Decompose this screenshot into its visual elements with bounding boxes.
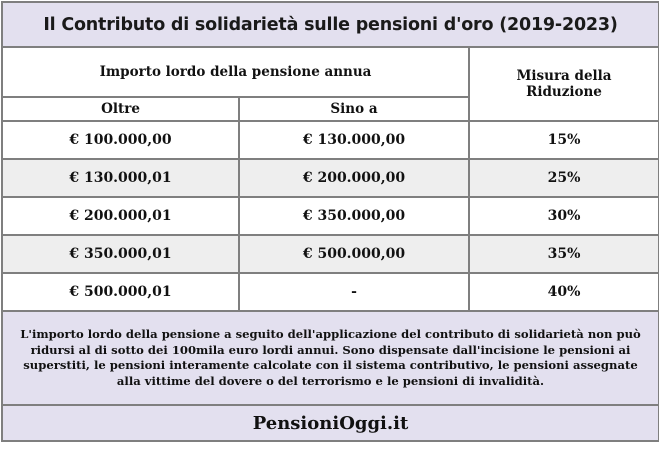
footer-row: [2, 405, 659, 441]
misura-header-line1: Misura della: [516, 68, 612, 84]
sino-cell: -: [239, 273, 469, 311]
misura-cell: 15%: [469, 121, 659, 159]
misura-cell: 40%: [469, 273, 659, 311]
oltre-cell: € 100.000,00: [2, 121, 239, 159]
table-row: [2, 121, 659, 159]
table-row: [2, 197, 659, 235]
footnote: L'importo lordo della pensione a seguito dell'applicazione del contributo di solidarietà non può ridursi al di sotto dei 100mila euro lordi annui. Sono dispensate dall'incisione le pensioni ai superstiti, le pensioni interamente calcolate con il sistema contributivo, le pensioni assegnate alla vittime del dovere o del terrorismo e le pensioni di invalidità.: [2, 311, 659, 405]
oltre-cell: € 500.000,01: [2, 273, 239, 311]
sino-header: Sino a: [239, 97, 469, 121]
table-row: [2, 159, 659, 197]
pension-table-graphic: [0, 1, 659, 454]
oltre-cell: € 350.000,01: [2, 235, 239, 273]
misura-cell: 25%: [469, 159, 659, 197]
misura-cell: 35%: [469, 235, 659, 273]
note-row: [2, 311, 659, 405]
sino-cell: € 500.000,00: [239, 235, 469, 273]
oltre-cell: € 130.000,01: [2, 159, 239, 197]
misura-header: [469, 47, 659, 121]
oltre-cell: € 200.000,01: [2, 197, 239, 235]
sino-cell: € 350.000,00: [239, 197, 469, 235]
misura-header-line2: Riduzione: [526, 84, 602, 100]
title-row: [2, 2, 659, 47]
source-footer: PensioniOggi.it: [2, 405, 659, 441]
table-row: [2, 273, 659, 311]
table-title: Il Contributo di solidarietà sulle pensioni d'oro (2019-2023): [2, 2, 659, 47]
oltre-header: Oltre: [2, 97, 239, 121]
sino-cell: € 200.000,00: [239, 159, 469, 197]
header-row: [2, 47, 659, 97]
sino-cell: € 130.000,00: [239, 121, 469, 159]
misura-cell: 30%: [469, 197, 659, 235]
table-row: [2, 235, 659, 273]
contribution-table: [1, 1, 659, 442]
importo-header: Importo lordo della pensione annua: [2, 47, 469, 97]
